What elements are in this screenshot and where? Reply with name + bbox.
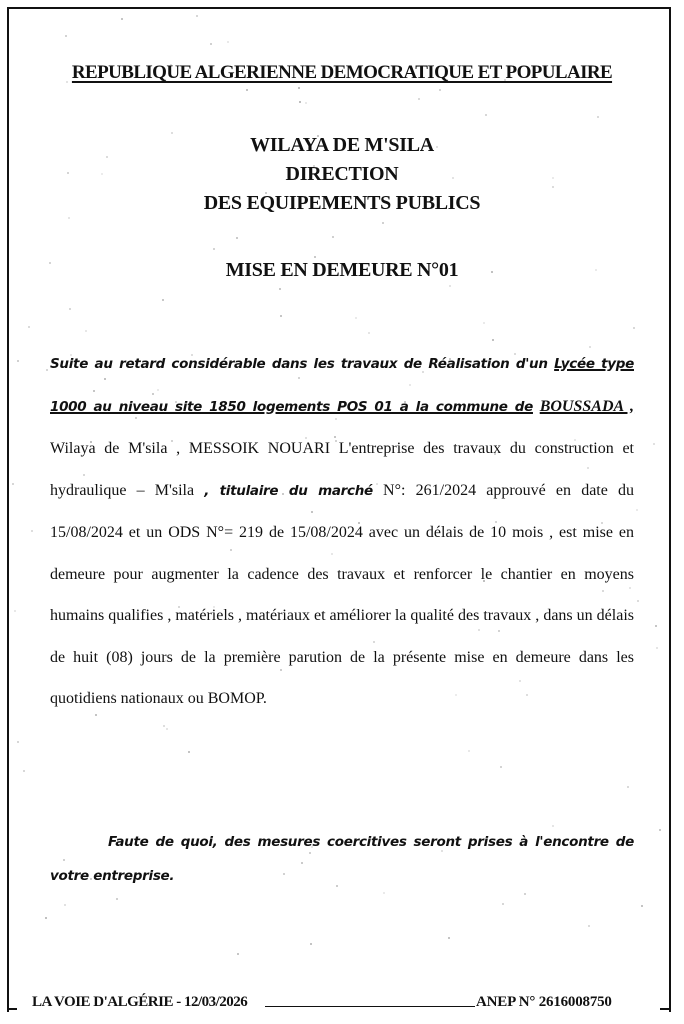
footer-rule	[265, 1006, 475, 1007]
scan-noise-speck	[178, 606, 180, 608]
scan-noise-speck	[101, 173, 103, 175]
scan-noise-speck	[83, 474, 85, 476]
scan-noise-speck	[627, 786, 629, 788]
scan-noise-speck	[121, 18, 123, 20]
scan-noise-speck	[636, 509, 638, 511]
scan-noise-speck	[404, 401, 406, 403]
scan-noise-speck	[478, 629, 480, 631]
footer-publication: LA VOIE D'ALGÉRIE - 12/03/2026	[32, 994, 248, 1010]
body-text-2: N°: 261/2024 approuvé en date du 15/08/2024 et un ODS N°= 219 de 15/08/2024 avec un délais de 10 mois , est mise en demeure pour augmenter la cadence des travaux et renforcer le chantier en moyens humains qualifies , matériels , matériaux et améliorer la qualité des travaux , dans un délais de huit (08) jours de la première parution de la présente mise en demeure dans les quotidiens nationaux ou BOMOP.	[50, 481, 635, 707]
scan-noise-speck	[587, 467, 589, 469]
scan-noise-speck	[455, 694, 457, 696]
scan-noise-speck	[449, 285, 451, 287]
scan-noise-speck	[246, 89, 248, 91]
scan-noise-speck	[305, 437, 307, 439]
scan-noise-speck	[49, 262, 51, 264]
scan-noise-speck	[106, 156, 108, 158]
scan-noise-speck	[449, 358, 451, 360]
scan-noise-speck	[335, 418, 337, 420]
scan-noise-speck	[418, 98, 420, 100]
scan-noise-speck	[442, 487, 444, 489]
scan-noise-speck	[552, 186, 554, 188]
scan-noise-speck	[637, 600, 639, 602]
scan-noise-speck	[383, 892, 385, 894]
scan-noise-speck	[502, 903, 504, 905]
scan-noise-speck	[393, 142, 395, 144]
issuer-direction: DIRECTION	[285, 163, 399, 185]
scan-noise-speck	[452, 177, 454, 179]
scan-noise-speck	[552, 177, 554, 179]
scan-noise-speck	[282, 493, 284, 495]
scan-noise-speck	[552, 825, 554, 827]
body-project: Lycée type 1000 au niveau site 1850 logements POS 01 a la commune de	[50, 356, 634, 415]
scan-noise-speck	[317, 135, 319, 137]
scan-noise-speck	[500, 766, 502, 768]
scan-noise-speck	[299, 101, 301, 103]
scan-noise-speck	[633, 327, 635, 329]
scan-noise-speck	[12, 483, 14, 485]
notice-title: MISE EN DEMEURE N°01	[225, 259, 459, 281]
scan-noise-speck	[70, 354, 72, 356]
scan-noise-speck	[653, 443, 655, 445]
scan-noise-speck	[66, 81, 68, 83]
issuer-department: DES EQUIPEMENTS PUBLICS	[203, 192, 481, 214]
scan-noise-speck	[93, 390, 95, 392]
closing-statement: Faute de quoi, des mesures coercitives seront prises à l'encontre de votre entreprise.	[50, 834, 634, 884]
scan-noise-speck	[175, 401, 177, 403]
scan-noise-speck	[629, 587, 631, 589]
republic-header: REPUBLIQUE ALGERIENNE DEMOCRATIQUE ET POPULAIRE	[71, 62, 613, 83]
scan-noise-speck	[332, 236, 334, 238]
scan-noise-speck	[165, 660, 167, 662]
scan-noise-speck	[213, 248, 215, 250]
scan-noise-speck	[595, 269, 597, 271]
scan-noise-speck	[574, 439, 576, 441]
scan-noise-speck	[67, 172, 69, 174]
scan-noise-speck	[382, 222, 384, 224]
scan-noise-speck	[188, 751, 190, 753]
scan-noise-speck	[46, 369, 48, 371]
body-commune: BOUSSADA ,	[539, 397, 635, 415]
scan-noise-speck	[597, 116, 599, 118]
scan-noise-speck	[265, 192, 267, 194]
scan-noise-speck	[368, 332, 370, 334]
footer-reference: ANEP N° 2616008750	[476, 994, 612, 1010]
scan-noise-speck	[298, 377, 300, 379]
scan-noise-speck	[524, 893, 526, 895]
scan-noise-speck	[483, 580, 485, 582]
scan-noise-speck	[104, 378, 106, 380]
issuer-wilaya: WILAYA DE M'SILA	[250, 134, 434, 156]
scan-noise-speck	[162, 299, 164, 301]
scan-noise-speck	[311, 511, 313, 513]
scan-noise-speck	[280, 669, 282, 671]
body-text-1: Wilaya de M'sila , MESSOIK NOUARI L'entreprise des travaux du construction et hydraulique – M'sila	[50, 440, 634, 499]
footer-left-corner	[7, 990, 17, 1010]
scan-noise-speck	[373, 641, 375, 643]
scan-noise-speck	[498, 630, 500, 632]
scan-noise-speck	[409, 384, 411, 386]
body-contract: , titulaire du marché	[204, 482, 373, 499]
scan-noise-speck	[23, 770, 25, 772]
scan-noise-speck	[305, 102, 307, 104]
notice-body	[50, 343, 634, 720]
scan-noise-speck	[494, 453, 496, 455]
scan-noise-speck	[468, 750, 470, 752]
scan-noise-speck	[64, 904, 66, 906]
scan-noise-speck	[601, 522, 603, 524]
footer-right-corner	[660, 990, 671, 1010]
scan-noise-speck	[63, 859, 65, 861]
scan-noise-speck	[45, 917, 47, 919]
scan-noise-speck	[28, 326, 30, 328]
scan-noise-speck	[152, 393, 154, 395]
body-intro: Suite au retard considérable dans les travaux de Réalisation d'un	[50, 356, 555, 372]
scan-noise-speck	[422, 371, 424, 373]
footer	[0, 994, 684, 1018]
scan-noise-speck	[301, 862, 303, 864]
